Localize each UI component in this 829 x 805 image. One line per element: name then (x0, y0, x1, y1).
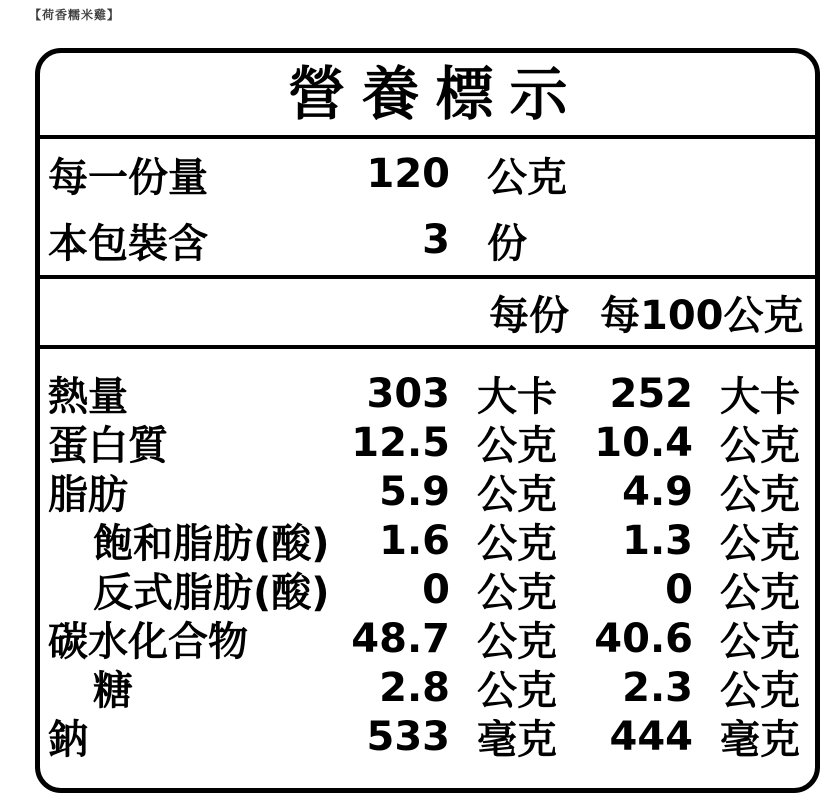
nutrient-row-calories (40, 365, 815, 420)
nutrient-row-carbohydrate (40, 610, 815, 665)
servings-per-package-value: 3 (422, 217, 450, 263)
serving-info-section (40, 139, 815, 275)
nutrient-row-trans-fat (40, 561, 815, 616)
column-header-section (40, 279, 815, 345)
nutrient-label: 脂肪 (48, 472, 128, 518)
serving-size-unit: 公克 (487, 154, 567, 201)
per-serving-value: 48.7 (351, 615, 450, 662)
servings-per-package-label: 本包裝含 (48, 220, 208, 267)
nutrition-label-box (35, 48, 820, 793)
per-100g-unit: 公克 (720, 521, 800, 567)
per-serving-unit: 公克 (477, 472, 557, 518)
nutrient-row-sugar (40, 659, 815, 714)
serving-size-label: 每一份量 (48, 154, 208, 201)
per-100g-value: 10.4 (594, 419, 693, 466)
nutrient-label: 碳水化合物 (48, 619, 248, 665)
per-serving-value: 533 (366, 713, 450, 760)
product-name: 【荷香糯米雞】 (29, 8, 121, 22)
per-serving-value: 303 (366, 370, 450, 417)
per-serving-unit: 公克 (477, 570, 557, 616)
nutrient-row-protein (40, 414, 815, 469)
serving-size-row (40, 141, 815, 207)
per-100g-unit: 公克 (720, 619, 800, 665)
nutrient-label: 蛋白質 (48, 423, 168, 469)
per-serving-value: 1.6 (379, 517, 450, 564)
per-100g-value: 0 (665, 566, 693, 613)
nutrient-row-sodium (40, 708, 815, 763)
column-header-per-serving: 每份 (489, 292, 569, 339)
serving-size-value: 120 (366, 151, 450, 197)
per-serving-value: 12.5 (351, 419, 450, 466)
per-serving-value: 5.9 (379, 468, 450, 515)
nutrition-title: 營養標示 (287, 60, 584, 128)
nutrient-table (40, 349, 815, 788)
nutrient-row-fat (40, 463, 815, 518)
per-serving-unit: 大卡 (477, 374, 557, 420)
per-serving-unit: 公克 (477, 619, 557, 665)
column-header-row (40, 279, 815, 345)
nutrient-label: 熱量 (48, 374, 128, 420)
per-100g-unit: 大卡 (720, 374, 800, 420)
per-100g-unit: 公克 (720, 668, 800, 714)
per-100g-unit: 毫克 (720, 717, 800, 763)
per-serving-unit: 公克 (477, 423, 557, 469)
per-serving-unit: 公克 (477, 668, 557, 714)
per-100g-value: 252 (609, 370, 693, 417)
per-100g-value: 444 (609, 713, 693, 760)
per-100g-value: 40.6 (594, 615, 693, 662)
per-100g-value: 1.3 (622, 517, 693, 564)
nutrient-label: 鈉 (48, 717, 88, 763)
nutrient-label: 糖 (93, 668, 133, 714)
per-serving-value: 2.8 (379, 664, 450, 711)
per-serving-unit: 公克 (477, 521, 557, 567)
per-100g-unit: 公克 (720, 472, 800, 518)
per-100g-value: 4.9 (622, 468, 693, 515)
per-100g-unit: 公克 (720, 423, 800, 469)
nutrient-label: 反式脂肪(酸) (93, 570, 330, 616)
per-serving-value: 0 (422, 566, 450, 613)
column-header-per-100g: 每100公克 (600, 292, 804, 339)
per-100g-value: 2.3 (622, 664, 693, 711)
nutrient-label: 飽和脂肪(酸) (93, 521, 330, 567)
servings-per-package-row (40, 207, 815, 273)
per-serving-unit: 毫克 (477, 717, 557, 763)
nutrient-row-saturated-fat (40, 512, 815, 567)
servings-per-package-unit: 份 (487, 220, 527, 267)
per-100g-unit: 公克 (720, 570, 800, 616)
